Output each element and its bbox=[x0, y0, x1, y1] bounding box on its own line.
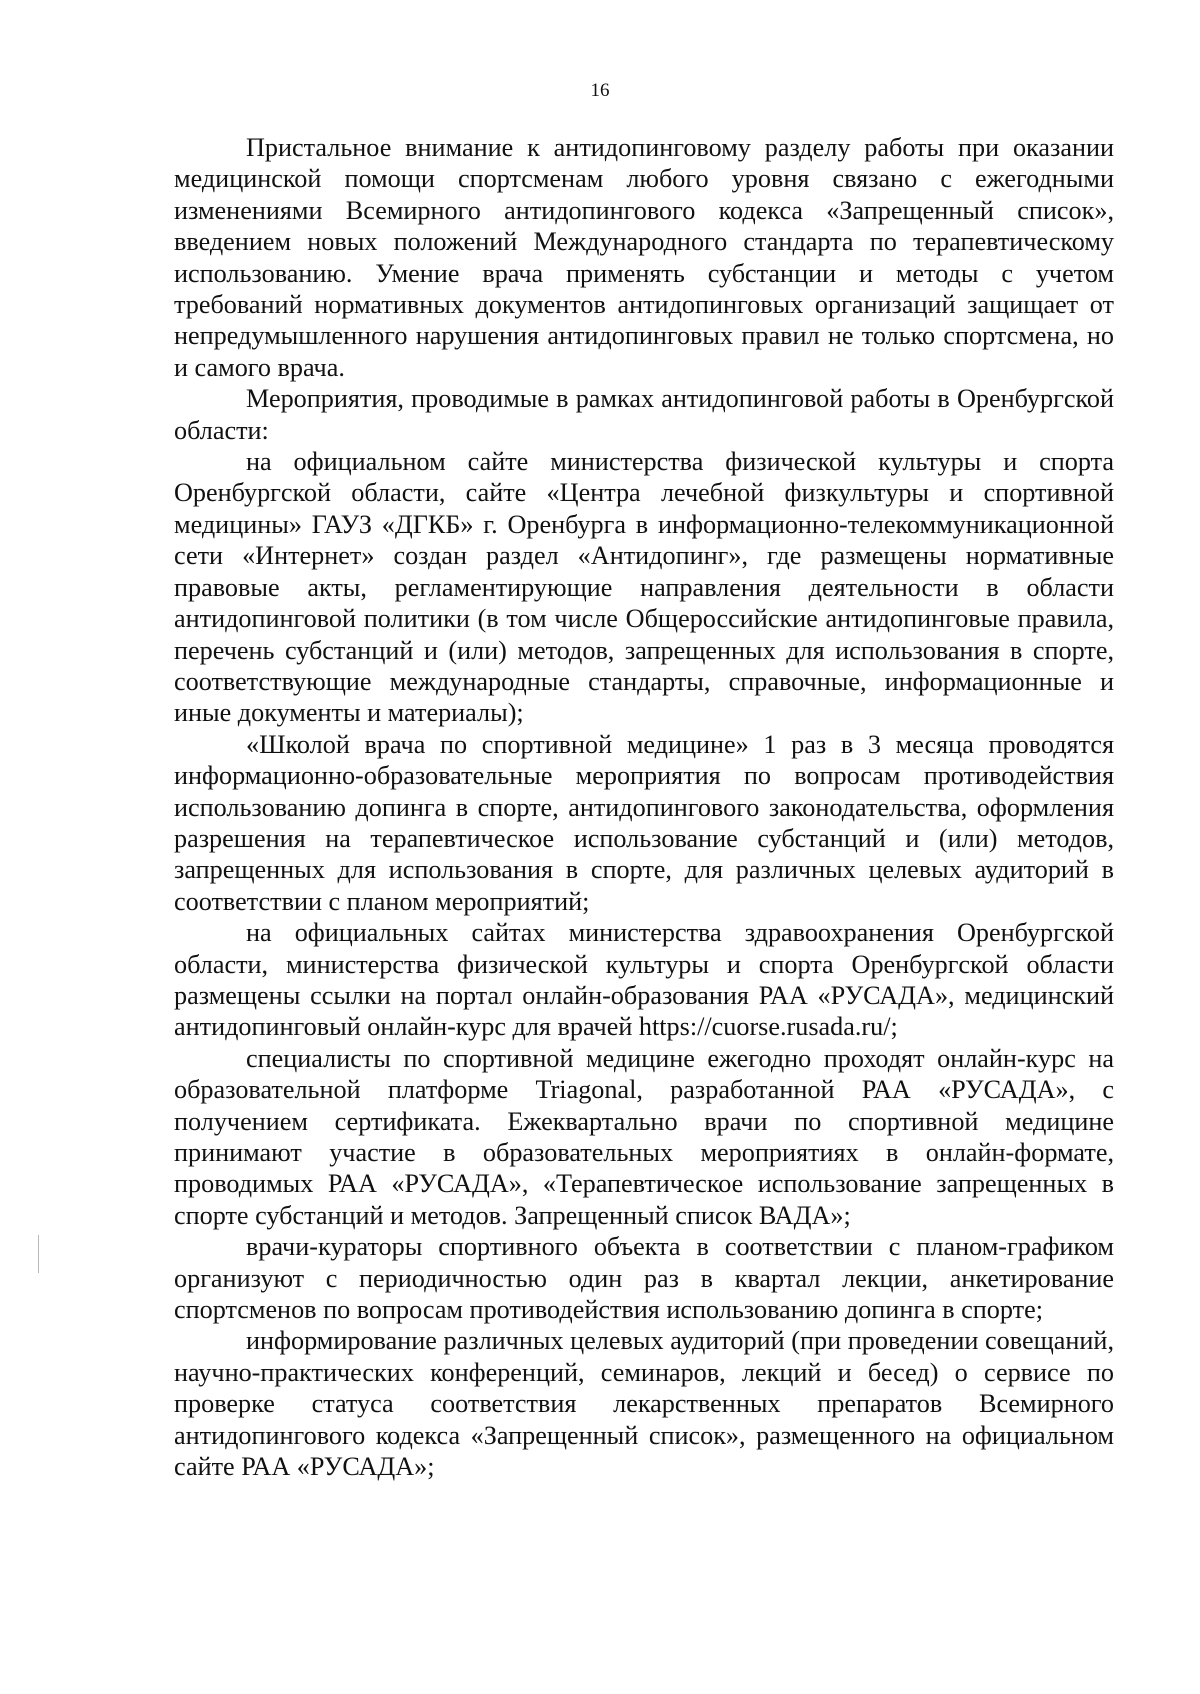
paragraph-antidoping-attention: Пристальное внимание к антидопинговому разделу работы при оказании медицинской помощи спортсменам любого уровня связано с ежегодными изменениями Всемирного антидопингового кодекса «Запрещенный список», введением новых положений Международного стандарта по терапевтическому использованию. Умение врача применять субстанции и методы с учетом требований нормативных документов антидопинговых организаций защищает от непредумышленного нарушения антидопинговых правил не только спортсмена, но и самого врача. bbox=[174, 133, 1114, 382]
paragraph-specialists-course: специалисты по спортивной медицине ежегодно проходят онлайн-курс на образовательной платформе Triagonal, разработанной РАА «РУСАДА», с получением сертификата. Ежеквартально врачи по спортивной медицине принимают участие в образовательных мероприятиях в онлайн-формате, проводимых РАА «РУСАДА», «Терапевтическое использование запрещенных в спорте субстанций и методов. Запрещенный список ВАДА»; bbox=[174, 1043, 1114, 1230]
paragraph-measures-intro: Мероприятия, проводимые в рамках антидопинговой работы в Оренбургской области: bbox=[174, 384, 1114, 445]
paragraph-doctor-school: «Школой врача по спортивной медицине» 1 раз в 3 месяца проводятся информационно-образовательные мероприятия по вопросам противодействия использованию допинга в спорте, антидопингового законодательства, оформления разрешения на терапевтическое использование субстанций и (или) методов, запрещенных для использования в спорте, для различных целевых аудиторий в соответствии с планом мероприятий; bbox=[174, 729, 1114, 916]
scan-margin-mark bbox=[38, 1235, 39, 1273]
paragraph-informing-audiences: информирование различных целевых аудиторий (при проведении совещаний, научно-практических конференций, семинаров, лекций и бесед) о сервисе по проверке статуса соответствия лекарственных препаратов Всемирного антидопингового кодекса «Запрещенный список», размещенного на официальном сайте РАА «РУСАДА»; bbox=[174, 1326, 1114, 1482]
paragraph-ministry-links: на официальных сайтах министерства здравоохранения Оренбургской области, министерства физической культуры и спорта Оренбургской области размещены ссылки на портал онлайн-образования РАА «РУСАДА», медицинский антидопинговый онлайн-курс для врачей https://cuorse.rusada.ru/; bbox=[174, 918, 1114, 1042]
page-number: 16 bbox=[590, 80, 610, 101]
paragraph-official-website-section: на официальном сайте министерства физической культуры и спорта Оренбургской области, сайте «Центра лечебной физкультуры и спортивной медицины» ГАУЗ «ДГКБ» г. Оренбурга в информационно-телекоммуникационной сети «Интернет» создан раздел «Антидопинг», где размещены нормативные правовые акты, регламентирующие направления деятельности в области антидопинговой политики (в том числе Общероссийские антидопинговые правила, перечень субстанций и (или) методов, запрещенных для использования в спорте, соответствующие международные стандарты, справочные, информационные и иные документы и материалы); bbox=[174, 447, 1114, 728]
document-body bbox=[174, 132, 1114, 1482]
paragraph-curators-lectures: врачи-кураторы спортивного объекта в соответствии с планом-графиком организуют с периодичностью один раз в квартал лекции, анкетирование спортсменов по вопросам противодействия использованию допинга в спорте; bbox=[174, 1232, 1114, 1325]
